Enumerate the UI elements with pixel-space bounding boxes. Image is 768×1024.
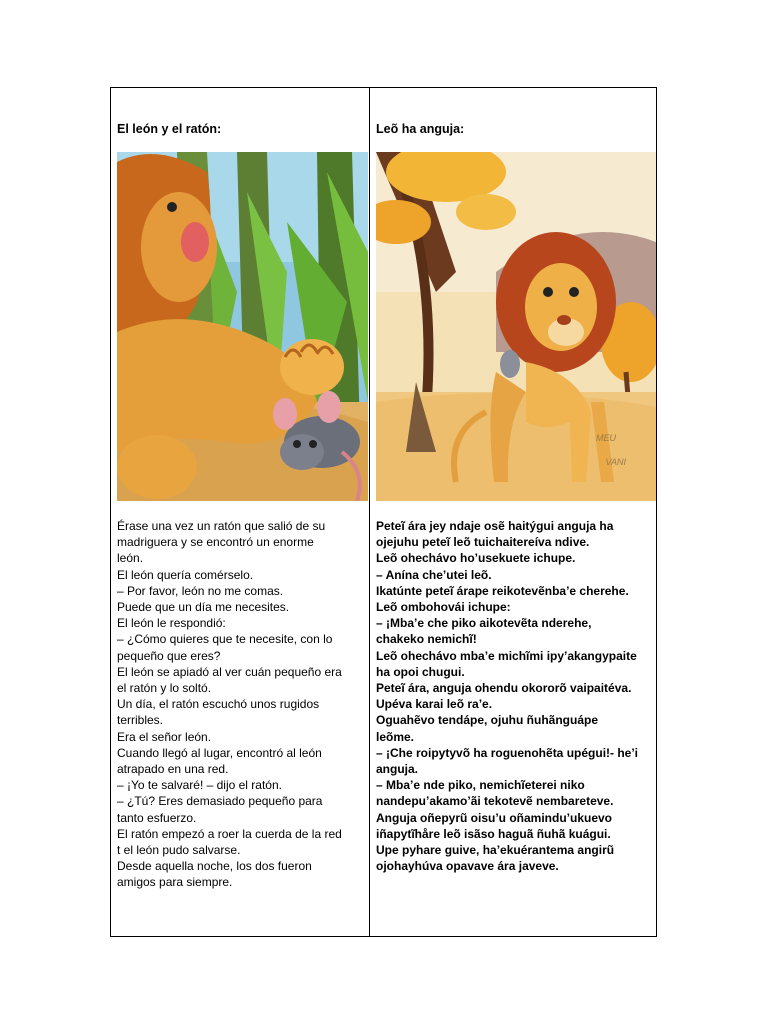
text-line: Oguahẽvo tendápe, ojuhu ñuhãnguápe [376,713,599,728]
text-line: Era el señor león. [117,729,212,744]
text-line: leõme. [376,729,415,744]
text-line: ojohayhúva opavave ára javeve. [376,859,559,874]
text-line: Leõ ombohovái ichupe: [376,600,511,615]
text-line: El león quería comérselo. [117,567,254,582]
text-line: ha opoi chugui. [376,664,465,679]
text-line: – Mba’e nde piko, nemichĩeterei niko [376,778,585,793]
text-line: Puede que un día me necesites. [117,600,290,615]
spanish-column [111,88,369,936]
spanish-story-text [117,518,367,891]
text-line: – Por favor, león no me comas. [117,583,284,598]
text-line: amigos para siempre. [117,875,233,890]
text-line: tanto esfuerzo. [117,810,197,825]
text-line: león. [117,551,144,566]
text-line: chakeko nemichĩ! [376,632,477,647]
illustration-watermark: MEU [596,433,616,443]
lion-illustration [376,152,656,501]
text-line: pequeño que eres? [117,648,221,663]
text-line: iñapytĩhåre leõ isãso haguã ñuhã kuágui. [376,826,611,841]
text-line: madriguera y se encontró un enorme [117,535,314,550]
guarani-column [370,88,656,936]
text-line: terribles. [117,713,164,728]
story-table [110,87,657,937]
text-line: Leõ ohechávo ho’usekuete ichupe. [376,551,576,566]
text-line: – ¿Cómo quieres que te necesite, con lo [117,632,333,647]
text-line: Desde aquella noche, los dos fueron [117,859,312,874]
text-line: Peteĩ ára jey ndaje osẽ haitýgui anguja ha [376,519,614,533]
text-line: nandepu’akamo’ãi tekotevẽ nembareteve. [376,794,614,809]
text-line: Peteĩ ára, anguja ohendu okororõ vaipaitéva. [376,681,632,696]
text-line: – ¡Yo te salvaré! – dijo el ratón. [117,778,282,793]
guarani-story-text [376,518,654,874]
text-line: atrapado en una red. [117,762,229,777]
text-line: Ikatúnte peteĩ árape reikotevẽnba’e cherehe. [376,583,629,598]
guarani-title: Leõ ha anguja: [376,122,465,136]
text-line: – ¡Mba’e che piko aikotevẽta nderehe, [376,616,592,631]
spanish-title: El león y el ratón: [117,122,222,136]
text-line: el ratón y lo soltó. [117,681,212,696]
text-line: Upe pyhare guive, ha’ekuérantema angirũ [376,843,615,858]
text-line: El ratón empezó a roer la cuerda de la red [117,826,342,841]
text-line: Anguja oñepyrũ oisu’u oñamindu’ukuevo [376,810,613,825]
text-line: Cuando llegó al lugar, encontró al león [117,745,322,760]
text-line: t el león pudo salvarse. [117,843,241,858]
text-line: Un día, el ratón escuchó unos rugidos [117,697,320,712]
text-line: Leõ ohechávo mba’e michĩmi ipy’akangypaite [376,648,637,663]
text-line: El león le respondió: [117,616,226,631]
text-line: anguja. [376,762,419,777]
text-line: – ¡Che roipytyvõ ha roguenohẽta upégui!- he’i [376,745,639,760]
lion-and-mouse-illustration [117,152,368,501]
text-line: El león se apiadó al ver cuán pequeño era [117,664,342,679]
text-line: Érase una vez un ratón que salió de su [117,519,326,533]
text-line: – ¿Tú? Eres demasiado pequeño para [117,794,323,809]
illustration-signature: VANI [605,457,626,467]
text-line: – Anína che’utei leõ. [376,567,492,582]
text-line: ojejuhu peteĩ leõ tuichaitereíva ndive. [376,535,590,550]
text-line: Upéva karai leõ ra’e. [376,697,493,712]
